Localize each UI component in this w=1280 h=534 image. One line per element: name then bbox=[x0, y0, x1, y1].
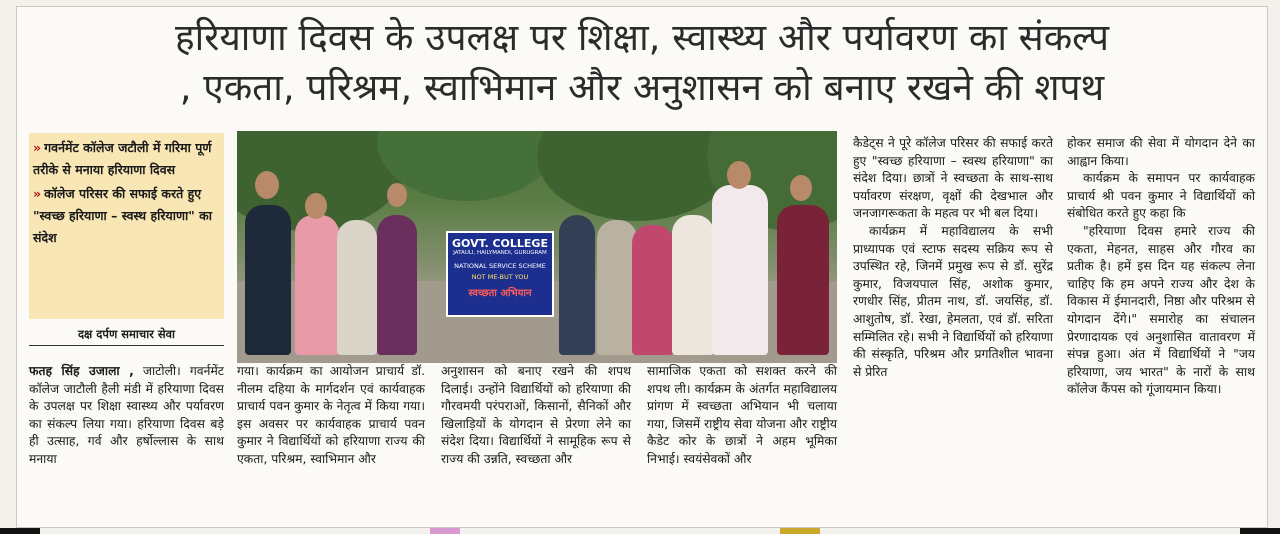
reporter-name: फतह सिंह उजाला , bbox=[29, 364, 134, 378]
bullet-icon: » bbox=[33, 140, 42, 155]
nss-banner: GOVT. COLLEGE JATAULI, HAILYMANDI, GURUGRAM NATIONAL SERVICE SCHEME NOT ME-BUT YOU स्वच्छता अभियान bbox=[446, 231, 554, 317]
event-photo bbox=[237, 131, 837, 363]
summary-item: » कॉलेज परिसर की सफाई करते हुए "स्वच्छ हरियाणा – स्वस्थ हरियाणा" का संदेश bbox=[33, 186, 212, 245]
print-registration-mark bbox=[780, 528, 820, 534]
news-service-credit: दक्ष दर्पण समाचार सेवा bbox=[29, 327, 224, 346]
print-registration-mark bbox=[0, 528, 40, 534]
headline-line-1: हरियाणा दिवस के उपलक्ष पर शिक्षा, स्वास्थ्य और पर्यावरण का संकल्प bbox=[174, 16, 1109, 59]
headline bbox=[17, 13, 1267, 113]
headline-line-2: , एकता, परिश्रम, स्वाभिमान और अनुशासन को बनाए रखने की शपथ bbox=[179, 66, 1105, 109]
article-column-3: अनुशासन को बनाए रखने की शपथ दिलाई। उन्होंने विद्यार्थियों को हरियाणा की गौरवमयी परंपराओं, किसानों, सैनिकों और खिलाड़ियों के योगदान से प्रेरणा लेने का संदेश दिया। विद्यार्थियों ने सामूहिक रूप से राज्य की उन्नति, स्वच्छता और bbox=[441, 364, 631, 466]
print-registration-mark bbox=[1240, 528, 1280, 534]
bullet-icon: » bbox=[33, 186, 42, 201]
article-column-5: कैडेट्स ने पूरे कॉलेज परिसर की सफाई करते हुए "स्वच्छ हरियाणा – स्वस्थ हरियाणा" का संदेश दिया। छात्रों ने स्वच्छता के साथ-साथ पर्यावरण संरक्षण, वृक्षों की देखभाल और जनजागरूकता के महत्व पर भी बल दिया। कार्यक्रम में महाविद्यालय के सभी प्राध्यापक एवं स्टाफ सदस्य सक्रिय रूप से उपस्थित रहे, जिनमें प्रमुख रूप से डॉ. सुरेंद्र कुमार, विजयपाल सिंह, अशोक कुमार, रणधीर सिंह, प्रीतम नाथ, डॉ. जयसिंह, डॉ. आशुतोष, डॉ. रेखा, हेमलता, एवं डॉ. सरिता सम्मिलित रहे। सभी ने विद्यार्थियों को हरियाणा की संस्कृति, परिश्रम और प्रगतिशील भावना से प्रेरित bbox=[853, 136, 1053, 379]
article-column-2: गया। कार्यक्रम का आयोजन प्राचार्य डॉ. नीलम दहिया के मार्गदर्शन एवं कार्यवाहक प्राचार्य पवन कुमार के नेतृत्व में किया गया। इस अवसर पर कार्यवाहक प्राचार्य पवन कुमार ने विद्यार्थियों को हरियाणा राज्य की एकता, परिश्रम, स्वाभिमान और bbox=[237, 364, 425, 466]
article-column-4: सामाजिक एकता को सशक्त करने की शपथ ली। कार्यक्रम के अंतर्गत महाविद्यालय प्रांगण में स्वच्छता अभियान भी चलाया गया, जिसमें राष्ट्रीय सेवा योजना और राष्ट्रीय कैडेट कोर के छात्रों ने अहम भूमिका निभाई। स्वयंसेवकों और bbox=[647, 364, 837, 466]
summary-item: » गवर्नमेंट कॉलेज जटौली में गरिमा पूर्ण तरीके से मनाया हरियाणा दिवस bbox=[33, 140, 212, 177]
newspaper-clipping bbox=[16, 6, 1268, 528]
article-column-1: फतह सिंह उजाला , जाटोली। गवर्नमेंट कॉलेज जाटौली हैली मंडी में हरियाणा दिवस के उपलक्ष पर शिक्षा स्वास्थ्य और पर्यावरण का संकल्प लिया गया। हरियाणा दिवस बड़े ही उत्साह, गर्व और हर्षोल्लास के साथ मनाया bbox=[29, 364, 224, 466]
summary-box bbox=[29, 133, 224, 319]
article-column-6: होकर समाज की सेवा में योगदान देने का आह्वान किया। कार्यक्रम के समापन पर कार्यवाहक प्राचार्य श्री पवन कुमार ने विद्यार्थियों को संबोधित करते हुए कहा कि "हरियाणा दिवस हमारे राज्य की एकता, मेहनत, साहस और गौरव का प्रतीक है। हमें इस दिन यह संकल्प लेना चाहिए कि हम अपने राज्य और देश के विकास में ईमानदारी, निष्ठा और परिश्रम से योगदान देंगे।" समारोह का संचालन प्रेरणादायक एवं अनुशासित वातावरण में संपन्न हुआ। अंत में विद्यार्थियों ने "जय हरियाणा, जय भारत" के नारों के साथ कॉलेज कैंपस को गूंजायमान किया। bbox=[1067, 136, 1255, 397]
print-registration-mark bbox=[430, 528, 460, 534]
